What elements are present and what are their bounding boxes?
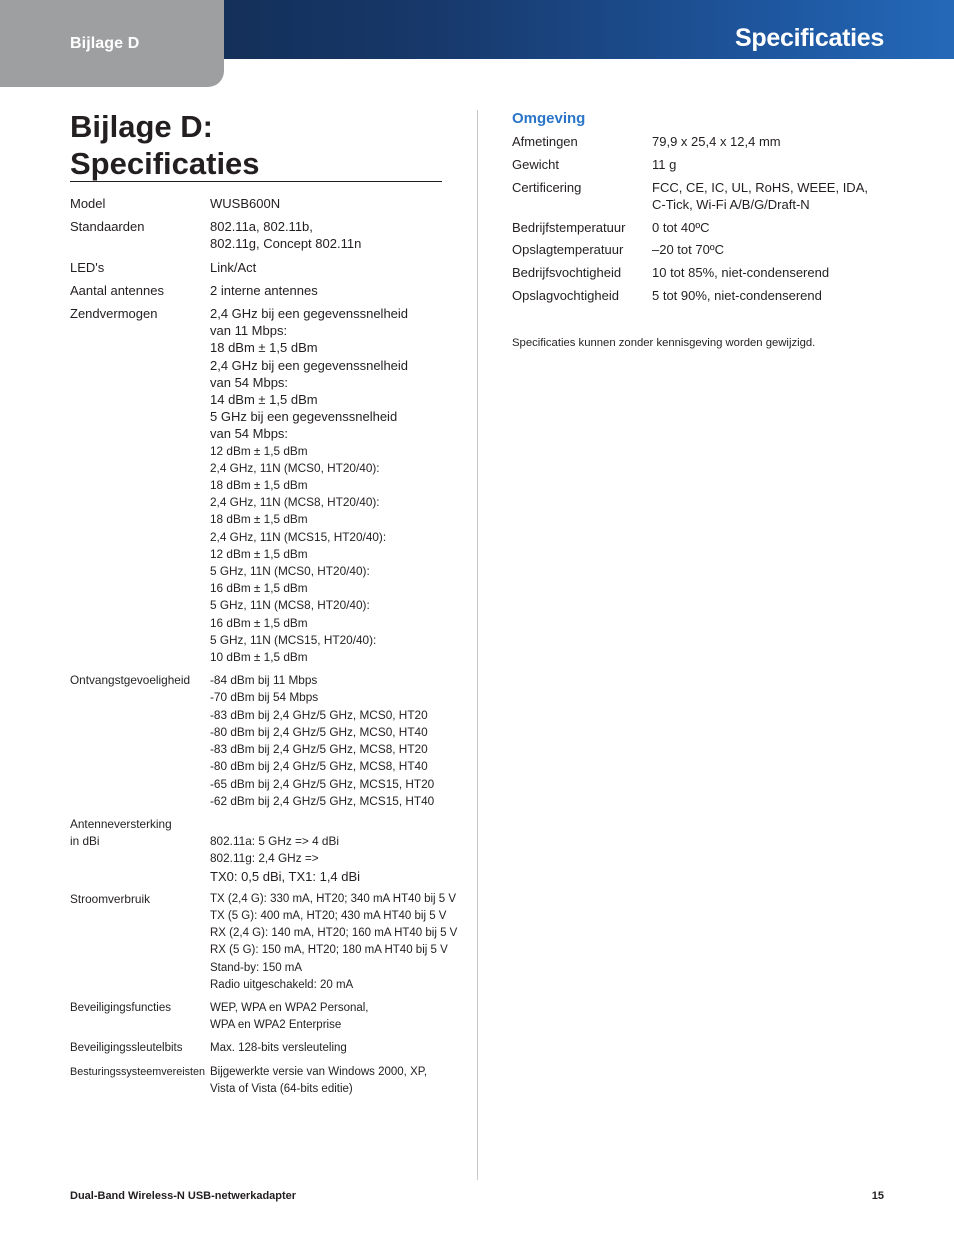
spec-label: Model xyxy=(70,196,106,211)
spec-value xyxy=(210,218,445,252)
spec-value-line: RX (5 G): 150 mA, HT20; 180 mA HT40 bij 5 V xyxy=(210,944,448,957)
spec-value-line: Vista of Vista (64-bits editie) xyxy=(210,1082,353,1095)
spec-value xyxy=(652,156,872,173)
spec-value-line: 802.11g: 2,4 GHz => xyxy=(210,851,319,866)
page-title-line-1: Bijlage D: xyxy=(70,109,213,144)
spec-label: Bedrijfstemperatuur xyxy=(512,219,626,235)
spec-row-antenna-gain xyxy=(70,816,445,885)
spec-label: Opslagvochtigheid xyxy=(512,287,619,303)
spec-value xyxy=(210,282,445,299)
chapter-tab xyxy=(0,0,224,87)
section-title-environment: Omgeving xyxy=(512,110,586,127)
page-title-line-2: Specificaties xyxy=(70,146,260,181)
spec-label-line: Antenneversterking xyxy=(70,816,172,831)
spec-row-transmit-power xyxy=(70,305,445,666)
spec-value-line: RX (2,4 G): 140 mA, HT20; 160 mA HT40 bij 5 V xyxy=(210,927,458,940)
spec-value-line: 2,4 GHz bij een gegevenssnelheid xyxy=(210,306,409,322)
spec-value-line: WUSB600N xyxy=(210,196,281,211)
spec-value-line: -80 dBm bij 2,4 GHz/5 GHz, MCS8, HT40 xyxy=(210,759,428,774)
spec-value-line: 79,9 x 25,4 x 12,4 mm xyxy=(652,134,781,149)
spec-value-line: 10 dBm ± 1,5 dBm xyxy=(210,650,308,665)
spec-value-line: 5 tot 90%, niet-condenserend xyxy=(652,287,822,303)
spec-row-storage-humidity xyxy=(512,287,872,304)
spec-value xyxy=(210,1040,445,1057)
spec-label: Bedrijfsvochtigheid xyxy=(512,265,622,281)
title-divider xyxy=(70,181,442,182)
spec-value-line: -83 dBm bij 2,4 GHz/5 GHz, MCS8, HT20 xyxy=(210,742,428,757)
spec-row-operating-temp xyxy=(512,219,872,236)
spec-value xyxy=(210,1000,445,1034)
spec-value-line: FCC, CE, IC, UL, RoHS, WEEE, IDA, xyxy=(652,179,868,195)
spec-row-storage-temp xyxy=(512,241,872,258)
spec-value xyxy=(652,264,872,281)
spec-label: Stroomverbruik xyxy=(70,891,150,906)
spec-value-line: C-Tick, Wi-Fi A/B/G/Draft-N xyxy=(652,196,810,212)
spec-value-line: Radio uitgeschakeld: 20 mA xyxy=(210,978,354,991)
spec-value-line: –20 tot 70ºC xyxy=(652,242,724,258)
spec-value xyxy=(210,305,445,666)
spec-value-line: 2,4 GHz, 11N (MCS0, HT20/40): xyxy=(210,460,380,475)
header-title: Specificaties xyxy=(735,24,884,52)
spec-value-line: 18 dBm ± 1,5 dBm xyxy=(210,478,308,493)
spec-value-line: WEP, WPA en WPA2 Personal, xyxy=(210,1001,369,1014)
column-divider xyxy=(477,110,478,1180)
spec-label: Beveiligingssleutelbits xyxy=(70,1042,183,1055)
spec-row-security-features xyxy=(70,1000,445,1034)
spec-value-line: 10 tot 85%, niet-condenserend xyxy=(652,265,830,281)
spec-value xyxy=(652,219,872,236)
spec-value-line: Stand-by: 150 mA xyxy=(210,961,303,974)
spec-value-line: 18 dBm ± 1,5 dBm xyxy=(210,512,308,527)
spec-row-certification xyxy=(512,179,872,213)
spec-value-line: 14 dBm ± 1,5 dBm xyxy=(210,392,318,408)
spec-table-left xyxy=(70,195,458,1104)
spec-value-line: 5 GHz, 11N (MCS15, HT20/40): xyxy=(210,632,377,647)
spec-row-power-consumption xyxy=(70,891,458,994)
footer-page-number: 15 xyxy=(871,1190,884,1202)
spec-value-line: WPA en WPA2 Enterprise xyxy=(210,1019,342,1032)
spec-value xyxy=(210,1064,445,1098)
spec-row-antennas xyxy=(70,282,445,299)
spec-label-line: in dBi xyxy=(70,834,100,849)
spec-value xyxy=(210,195,445,212)
spec-value-line: -70 dBm bij 54 Mbps xyxy=(210,690,319,705)
spec-value-line: 16 dBm ± 1,5 dBm xyxy=(210,581,308,596)
spec-value-line: 12 dBm ± 1,5 dBm xyxy=(210,443,308,458)
spec-row-security-key-bits xyxy=(70,1040,445,1057)
spec-value-line: 11 g xyxy=(652,156,677,172)
spec-label: Standaarden xyxy=(70,219,145,235)
spec-value-line: -84 dBm bij 11 Mbps xyxy=(210,673,318,688)
footer-product-name: Dual-Band Wireless-N USB-netwerkadapter xyxy=(70,1190,297,1202)
spec-value-line: 802.11a, 802.11b, xyxy=(210,219,313,235)
spec-value-line: 802.11a: 5 GHz => 4 dBi xyxy=(210,834,339,849)
spec-row-os-requirements xyxy=(70,1064,445,1098)
spec-value-line: Max. 128-bits versleuteling xyxy=(210,1042,347,1055)
spec-value-line: 5 GHz bij een gegevenssnelheid xyxy=(210,409,398,425)
spec-row-weight xyxy=(512,156,872,173)
spec-label: Gewicht xyxy=(512,156,559,172)
spec-label: Aantal antennes xyxy=(70,282,164,298)
spec-value-line: TX (5 G): 400 mA, HT20; 430 mA HT40 bij 5 V xyxy=(210,909,447,922)
spec-value xyxy=(652,287,872,304)
spec-value xyxy=(652,179,872,213)
spec-value-line: 5 GHz, 11N (MCS8, HT20/40): xyxy=(210,598,370,613)
spec-row-operating-humidity xyxy=(512,264,872,281)
spec-value xyxy=(210,891,457,994)
spec-value-line: 16 dBm ± 1,5 dBm xyxy=(210,615,308,630)
spec-label: Zendvermogen xyxy=(70,306,158,322)
chapter-tab-label: Bijlage D xyxy=(70,35,140,52)
spec-row-dimensions xyxy=(512,133,872,150)
spec-row-receive-sensitivity xyxy=(70,672,445,810)
spec-value-line: van 54 Mbps: xyxy=(210,426,289,442)
spec-value xyxy=(210,816,445,885)
spec-label: Afmetingen xyxy=(512,134,578,149)
spec-value-line: TX0: 0,5 dBi, TX1: 1,4 dBi xyxy=(210,868,361,884)
spec-value-line: 2 interne antennes xyxy=(210,282,318,298)
spec-label xyxy=(70,816,210,885)
spec-value-line: 18 dBm ± 1,5 dBm xyxy=(210,340,318,356)
spec-value-line: -80 dBm bij 2,4 GHz/5 GHz, MCS0, HT40 xyxy=(210,724,428,739)
spec-label: Certificering xyxy=(512,179,582,195)
spec-value xyxy=(652,241,872,258)
spec-label: Beveiligingsfuncties xyxy=(70,1001,172,1014)
spec-value-line: 802.11g, Concept 802.11n xyxy=(210,236,362,252)
spec-row-leds xyxy=(70,259,445,276)
spec-table-right xyxy=(512,133,872,310)
spec-value xyxy=(652,133,872,150)
spec-value-line: -83 dBm bij 2,4 GHz/5 GHz, MCS0, HT20 xyxy=(210,707,428,722)
spec-value-line: 12 dBm ± 1,5 dBm xyxy=(210,546,308,561)
spec-value xyxy=(210,259,445,276)
spec-value-line: van 11 Mbps: xyxy=(210,323,288,339)
spec-value-line: 2,4 GHz, 11N (MCS8, HT20/40): xyxy=(210,495,380,510)
disclaimer-note: Specificaties kunnen zonder kennisgeving worden gewijzigd. xyxy=(512,337,816,349)
spec-row-model xyxy=(70,195,445,212)
spec-value-line: 2,4 GHz, 11N (MCS15, HT20/40): xyxy=(210,529,387,544)
spec-value-line: -65 dBm bij 2,4 GHz/5 GHz, MCS15, HT20 xyxy=(210,776,435,791)
spec-value-line: 2,4 GHz bij een gegevenssnelheid xyxy=(210,357,409,373)
spec-row-standards xyxy=(70,218,445,252)
page-title xyxy=(70,108,260,182)
spec-value-line: -62 dBm bij 2,4 GHz/5 GHz, MCS15, HT40 xyxy=(210,793,435,808)
spec-value-line: Bijgewerkte versie van Windows 2000, XP, xyxy=(210,1065,428,1078)
spec-value-line: 5 GHz, 11N (MCS0, HT20/40): xyxy=(210,564,370,579)
spec-value-line: van 54 Mbps: xyxy=(210,374,289,390)
spec-label: Ontvangstgevoeligheid xyxy=(70,673,191,688)
spec-value-line: 0 tot 40ºC xyxy=(652,219,710,235)
spec-label: Opslagtemperatuur xyxy=(512,242,624,258)
spec-value xyxy=(210,672,445,810)
spec-label: LED's xyxy=(70,259,105,275)
spec-value-line: TX (2,4 G): 330 mA, HT20; 340 mA HT40 bij 5 V xyxy=(210,892,457,905)
spec-value-line: Link/Act xyxy=(210,259,257,275)
spec-label: Besturingssysteemvereisten xyxy=(70,1065,206,1078)
